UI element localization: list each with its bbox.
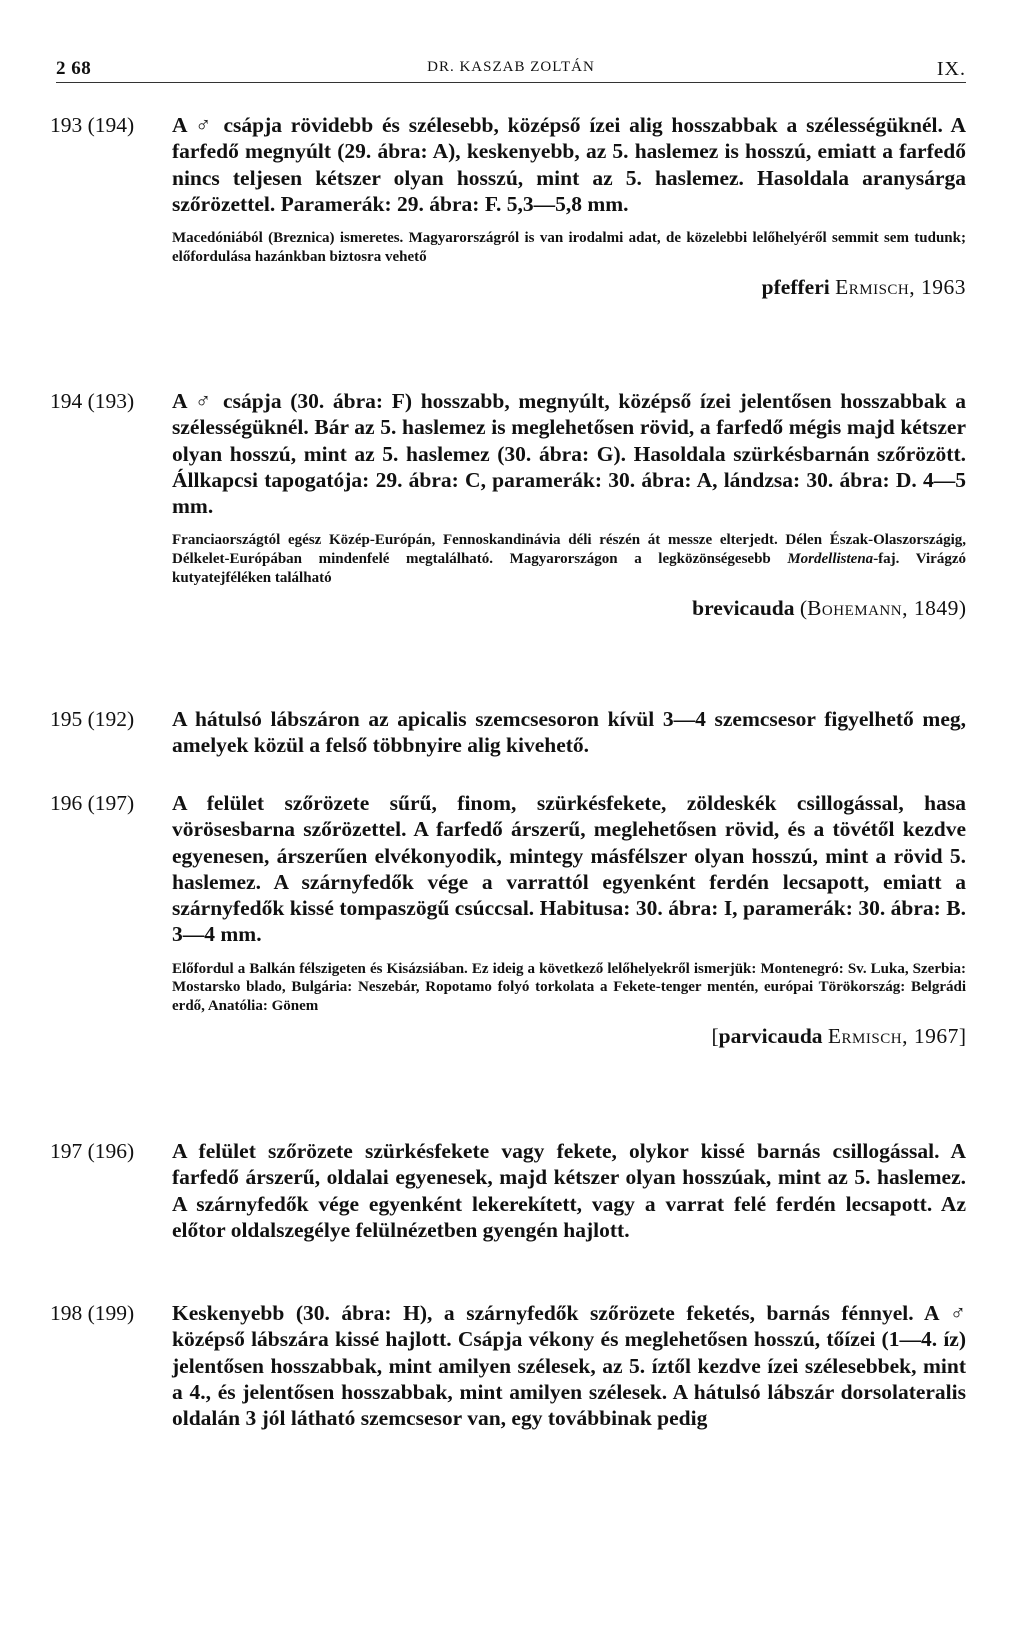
couplet-text: Keskenyebb (30. ábra: H), a szárnyfedők szőrözete feketés, barnás fénnyel. A ♂ középső lábszára kissé hajlott. Csápja vékony és meglehetősen hosszú, tőízei (1—4. íz) jelentősen hosszabbak, mint amilyen szélesek, az 5. íztől kezdve ízei szélesebbek, mint a 4., és jelentősen hosszabbak, mint amilyen szélesek. A hátulsó lábszár dorsolateralis oldalán 3 jól látható szemcsesor van, egy továbbinak pedig [172, 1301, 966, 1431]
couplet-number: 193 (194) [50, 113, 135, 137]
close-paren: ) [958, 595, 966, 620]
species-epithet: pfefferi [761, 274, 830, 299]
chapter-number: IX. [936, 58, 966, 80]
species-epithet: brevicauda [692, 595, 795, 620]
couplet-number: 194 (193) [50, 389, 135, 413]
couplet-197 [50, 1138, 966, 1243]
note-text: Franciaországtól egész Közép-Európán, Fennoskandinávia déli részén át messze elterjedt. Délen Észak-Olaszországig, Délkelet-Európában mindenfelé megtalálható. Magyarországon a legközönségesebb [172, 532, 966, 568]
couplet-text: A felület szőrözete sűrű, finom, szürkésfekete, zöldeskék csillogással, hasa vörösesbarna szőrözettel. A farfedő árszerű, meglehetősen rövid, és a tövétől kezdve egyenesen, árszerűen elvékonyodik, mintegy másfélszer olyan hosszú, mint a rövid 5. haslemez. A szárnyfedők vége a varrattól egyenként ferdén lecsapott, emiatt a szárnyfedők kissé tompaszögű csúccsal. Habitusa: 30. ábra: I, paramerák: 30. ábra: B. 3—4 mm. [172, 791, 966, 947]
open-bracket: [ [711, 1023, 719, 1048]
couplet-193 [50, 112, 966, 301]
distribution-note [172, 531, 966, 587]
note-text: -faj. Virágzó kutyatejféléken található [172, 551, 966, 586]
species-name [50, 273, 966, 301]
distribution-note: Előfordul a Balkán félszigeten és Kisázsiában. Ez ideig a következő lelőhelyekről ismerjük: Montenegró: Sv. Luka, Szerbia: Mostarsko blado, Bulgária: Neszebár, Ropotamo folyó torkolata a Fekete-tenger mentén, európai Törökország: Belgrádi erdő, Anatólia: Gönem [172, 960, 966, 1015]
couplet-number: 198 (199) [50, 1301, 135, 1325]
running-header [56, 52, 966, 83]
couplet-text: A hátulsó lábszáron az apicalis szemcsesoron kívül 3—4 szemcsesor figyelhető meg, amelyek közül a felső többnyire alig kivehető. [172, 707, 966, 758]
species-name [50, 594, 966, 622]
page-number: 2 68 [56, 58, 92, 79]
distribution-note: Macedóniából (Breznica) ismeretes. Magyarországról is van irodalmi adat, de közelebbi lelőhelyéről semmit sem tudunk; előfordulása hazánkban biztosra vehető [172, 230, 966, 265]
couplet-198 [50, 1300, 966, 1431]
couplet-196 [50, 790, 966, 1050]
species-author: Ermisch, 1967 [827, 1023, 959, 1048]
species-author: Ermisch, 1963 [835, 274, 966, 299]
close-bracket: ] [958, 1023, 966, 1048]
couplet-number: 195 (192) [50, 707, 135, 731]
open-paren: ( [799, 595, 808, 620]
couplet-text: A ♂ csápja (30. ábra: F) hosszabb, megnyúlt, középső ízei jelentősen hosszabbak a szélességüknél. Bár az 5. haslemez is meglehetősen rövid, a farfedő mégis majd kétszer olyan hosszú, mint az 5. haslemez (30. ábra: G). Hasoldala szürkésbarnán szőrözött. Állkapcsi tapogatója: 29. ábra: C, paramerák: 30. ábra: A, lándzsa: 30. ábra: D. 4—5 mm. [172, 389, 966, 519]
species-name [50, 1022, 966, 1050]
couplet-number: 196 (197) [50, 791, 135, 815]
couplet-text: A ♂ csápja rövidebb és szélesebb, középső ízei alig hosszabbak a szélességüknél. A farfedő megnyúlt (29. ábra: A), keskenyebb, az 5. haslemez is hosszú, emiatt a farfedő nincs teljesen kétszer olyan hosszú, mint az 5. haslemez. Hasoldala aranysárga szőrözettel. Paramerák: 29. ábra: F. 5,3—5,8 mm. [172, 113, 966, 216]
couplet-text: A felület szőrözete szürkésfekete vagy fekete, olykor kissé barnás csillogással. A farfedő árszerű, oldalai egyenesek, majd kétszer olyan hosszúak, mint az 5. haslemez. A szárnyfedők vége egyenként lekerekített, vagy a varrat felé ferdén lecsapott. Az előtor oldalszegélye felülnézetben gyengén hajlott. [172, 1139, 966, 1242]
couplet-number: 197 (196) [50, 1139, 135, 1163]
running-author: DR. KASZAB ZOLTÁN [427, 59, 595, 75]
species-author: Bohemann, 1849 [807, 595, 959, 620]
species-epithet: parvicauda [718, 1023, 823, 1048]
genus-name: Mordellistena [787, 551, 874, 568]
couplet-195 [50, 706, 966, 759]
couplet-194 [50, 388, 966, 622]
